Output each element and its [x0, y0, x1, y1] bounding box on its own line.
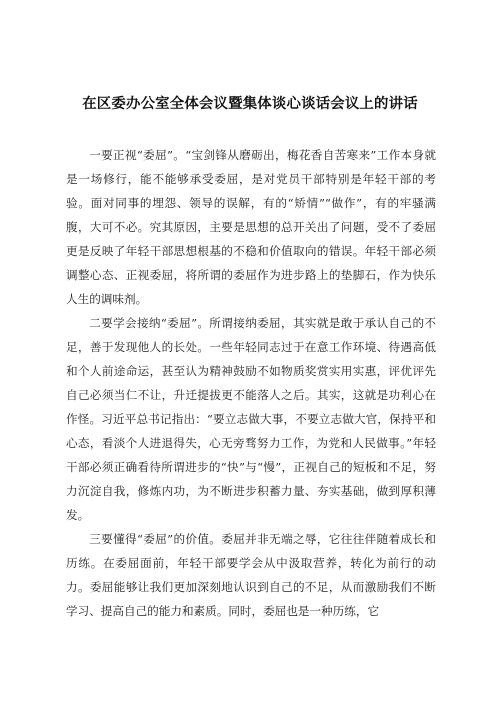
document-title: 在区委办公室全体会议暨集体谈心谈话会议上的讲话	[82, 96, 418, 112]
paragraph-3: 三要懂得“委屈”的价值。委屈并非无端之辱，它往往伴随着成长和历练。在委屈面前，年轻干部要学会从中汲取营养，转化为前行的动力。委屈能够让我们更加深刻地认识到自己的不足，从而激励我们不断学习、提高自己的能力和素质。同时，委屈也是一种历练，它	[66, 532, 436, 618]
document-body	[66, 143, 436, 623]
paragraph-2: 二要学会接纳“委屈”。所谓接纳委屈，其实就是敢于承认自己的不足，善于发现他人的长处。一些年轻同志过于在意工作环境、待遇高低和个人前途命运，甚至认为精神鼓励不如物质奖赏实用实惠，评优评先自己必须当仁不让，升迁提拔更不能落人之后。其实，这就是功利心在作怪。习近平总书记指出：“要立志做大事，不要立志做大官，保持平和心态，看淡个人进退得失，心无旁骛努力工作，为党和人民做事。”年轻干部必须正确看待所谓进步的“快”与“慢”，正视自己的短板和不足，努力沉淀自我，修炼内功，为不断进步积蓄力量、夯实基础，做到厚积薄发。	[66, 316, 436, 522]
paragraph-1: 一要正视“委屈”。“宝剑锋从磨砺出，梅花香自苦寒来”工作本身就是一场修行，能不能够承受委屈，是对党员干部特别是年轻干部的考验。面对同事的埋怨、领导的误解，有的“矫情”“做作”，有的牢骚满腹，大可不必。究其原因，主要是思想的总开关出了问题，受不了委屈更是反映了年轻干部思想根基的不稳和价值取向的错误。年轻干部必须调整心态、正视委屈，将所谓的委屈作为进步路上的垫脚石，作为快乐人生的调味剂。	[66, 148, 436, 306]
